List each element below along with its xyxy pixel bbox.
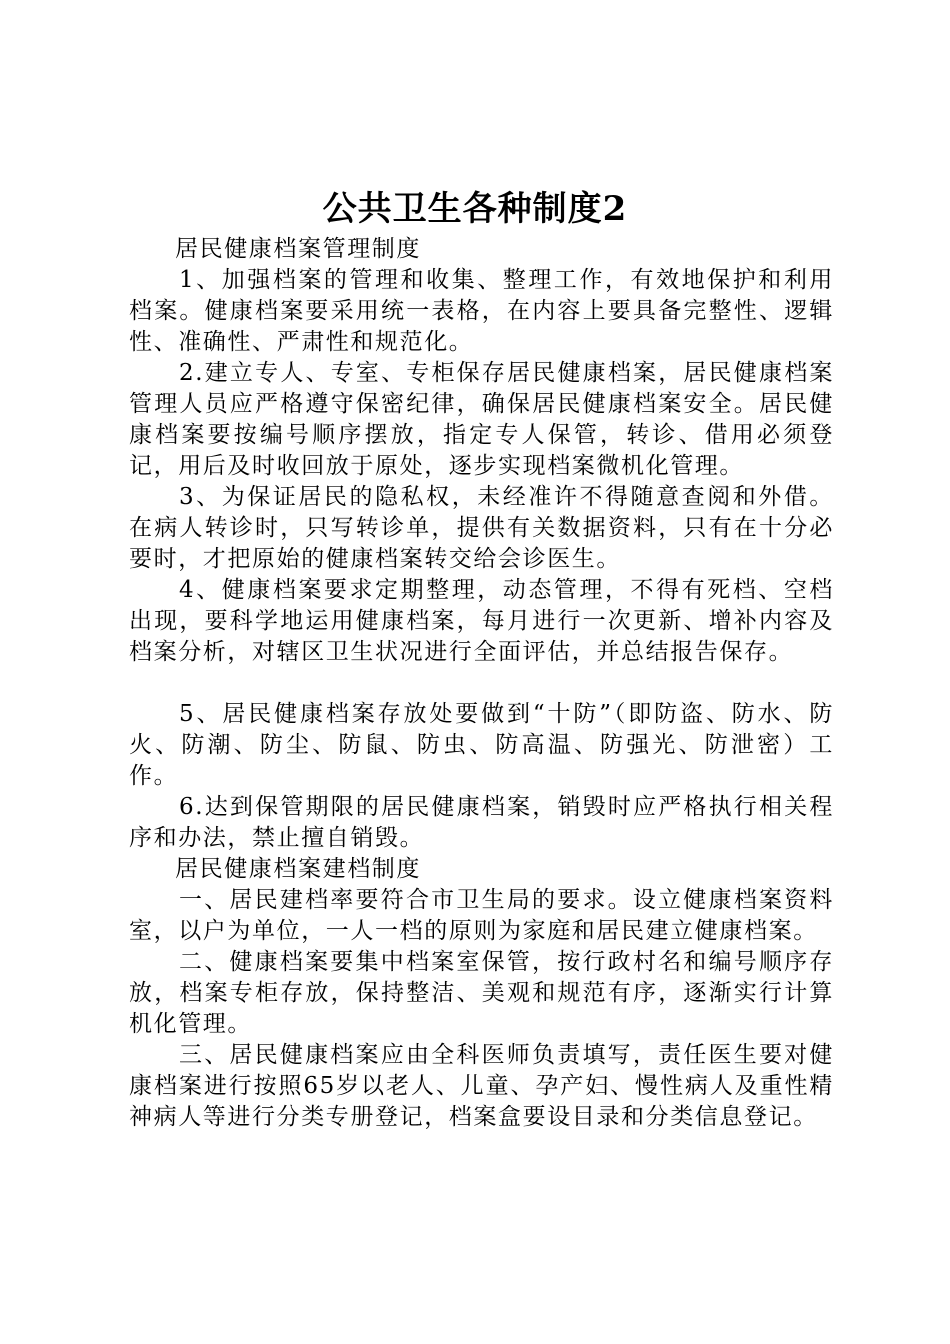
paragraph-management-2: 2.建立专人、专室、专柜保存居民健康档案，居民健康档案管理人员应严格遵守保密纪律，确保居民健康档案安全。居民健康档案要按编号顺序摆放，指定专人保管，转诊、借用必须登记，用后及时收回放于原处，逐步实现档案微机化管理。	[129, 360, 834, 479]
paragraph-establishment-3: 三、居民健康档案应由全科医师负责填写，责任医生要对健康档案进行按照65岁以老人、儿童、孕产妇、慢性病人及重性精神病人等进行分类专册登记，档案盒要设目录和分类信息登记。	[129, 1042, 834, 1130]
paragraph-spacer	[129, 668, 834, 699]
section-heading-record-establishment: 居民健康档案建档制度	[175, 856, 421, 882]
paragraph-management-3: 3、为保证居民的隐私权，未经准许不得随意查阅和外借。在病人转诊时，只写转诊单，提供有关数据资料，只有在十分必要时，才把原始的健康档案转交给会诊医生。	[129, 484, 834, 572]
paragraph-management-5: 5、居民健康档案存放处要做到“十防”（即防盗、防水、防火、防潮、防尘、防鼠、防虫、防高温、防强光、防泄密）工作。	[129, 701, 834, 789]
section-heading-record-management: 居民健康档案管理制度	[175, 236, 421, 262]
document-title: 公共卫生各种制度2	[322, 189, 628, 229]
paragraph-establishment-1: 一、居民建档率要符合市卫生局的要求。设立健康档案资料室，以户为单位，一人一档的原则为家庭和居民建立健康档案。	[129, 887, 834, 944]
paragraph-management-6: 6.达到保管期限的居民健康档案，销毁时应严格执行相关程序和办法，禁止擅自销毁。	[129, 794, 834, 851]
paragraph-management-4: 4、健康档案要求定期整理，动态管理，不得有死档、空档出现，要科学地运用健康档案，每月进行一次更新、增补内容及档案分析，对辖区卫生状况进行全面评估，并总结报告保存。	[129, 577, 834, 665]
document-body	[129, 234, 834, 1133]
paragraph-management-1: 1、加强档案的管理和收集、整理工作，有效地保护和利用档案。健康档案要采用统一表格，在内容上要具备完整性、逻辑性、准确性、严肃性和规范化。	[129, 267, 834, 355]
paragraph-establishment-2: 二、健康档案要集中档案室保管，按行政村名和编号顺序存放，档案专柜存放，保持整洁、美观和规范有序，逐渐实行计算机化管理。	[129, 949, 834, 1037]
